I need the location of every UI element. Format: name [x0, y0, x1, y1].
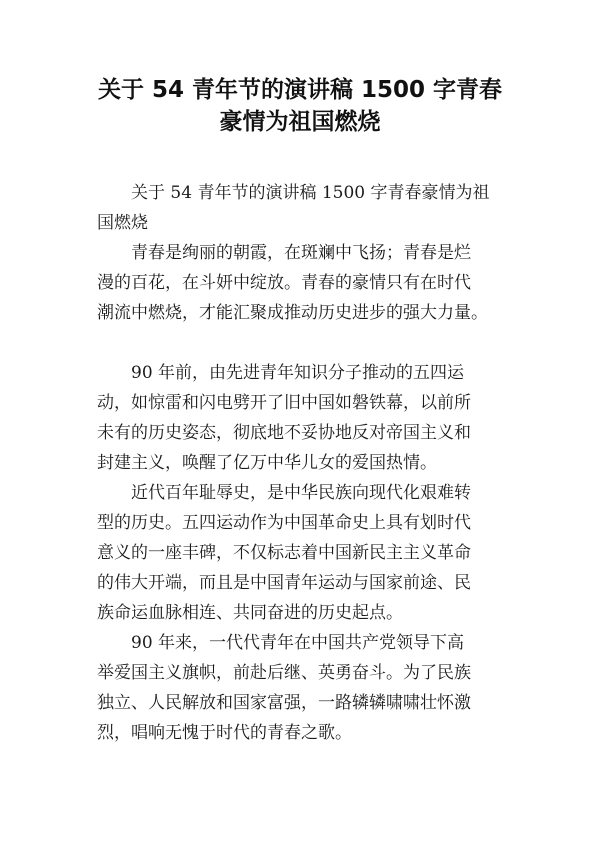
paragraph-line: 封建主义，唤醒了亿万中华儿女的爱国热情。 [97, 453, 437, 473]
paragraph-line: 关于 54 青年节的演讲稿 1500 字青春豪情为祖 [131, 183, 490, 203]
paragraph-line: 漫的百花，在斗妍中绽放。青春的豪情只有在时代 [97, 273, 471, 293]
paragraph-line: 国燃烧 [97, 213, 148, 233]
paragraph-line: 型的历史。五四运动作为中国革命史上具有划时代 [97, 513, 471, 533]
paragraph-line: 青春是绚丽的朝霞，在斑斓中飞扬；青春是烂 [131, 243, 471, 263]
paragraph-2 [97, 238, 511, 328]
paragraph-line: 90 年前，由先进青年知识分子推动的五四运 [131, 363, 465, 383]
paragraph-line: 未有的历史姿态，彻底地不妥协地反对帝国主义和 [97, 423, 471, 443]
document-title [95, 74, 505, 138]
paragraph-line: 族命运血脉相连、共同奋进的历史起点。 [97, 603, 403, 623]
paragraph-line: 近代百年耻辱史，是中华民族向现代化艰难转 [131, 483, 471, 503]
title-line: 豪情为祖国燃烧 [219, 109, 381, 135]
paragraph-line: 举爱国主义旗帜，前赴后继、英勇奋斗。为了民族 [97, 663, 471, 683]
paragraph-line: 独立、人民解放和国家富强，一路辚辚啸啸壮怀激 [97, 693, 471, 713]
paragraph-5 [97, 628, 511, 748]
paragraph-line: 的伟大开端，而且是中国青年运动与国家前途、民 [97, 573, 471, 593]
paragraph-line: 烈，唱响无愧于时代的青春之歌。 [97, 723, 352, 743]
paragraph-line: 动，如惊雷和闪电劈开了旧中国如磐铁幕，以前所 [97, 393, 471, 413]
paragraph-line: 意义的一座丰碑，不仅标志着中国新民主主义革命 [97, 543, 471, 563]
paragraph-1 [97, 178, 511, 238]
document-body [97, 178, 511, 748]
paragraph-4 [97, 478, 511, 628]
title-line: 关于 54 青年节的演讲稿 1500 字青春 [97, 77, 503, 103]
paragraph-3 [97, 358, 511, 478]
paragraph-spacer [97, 328, 511, 358]
paragraph-line: 潮流中燃烧，才能汇聚成推动历史进步的强大力量。 [97, 303, 488, 323]
paragraph-line: 90 年来，一代代青年在中国共产党领导下高 [131, 633, 465, 653]
